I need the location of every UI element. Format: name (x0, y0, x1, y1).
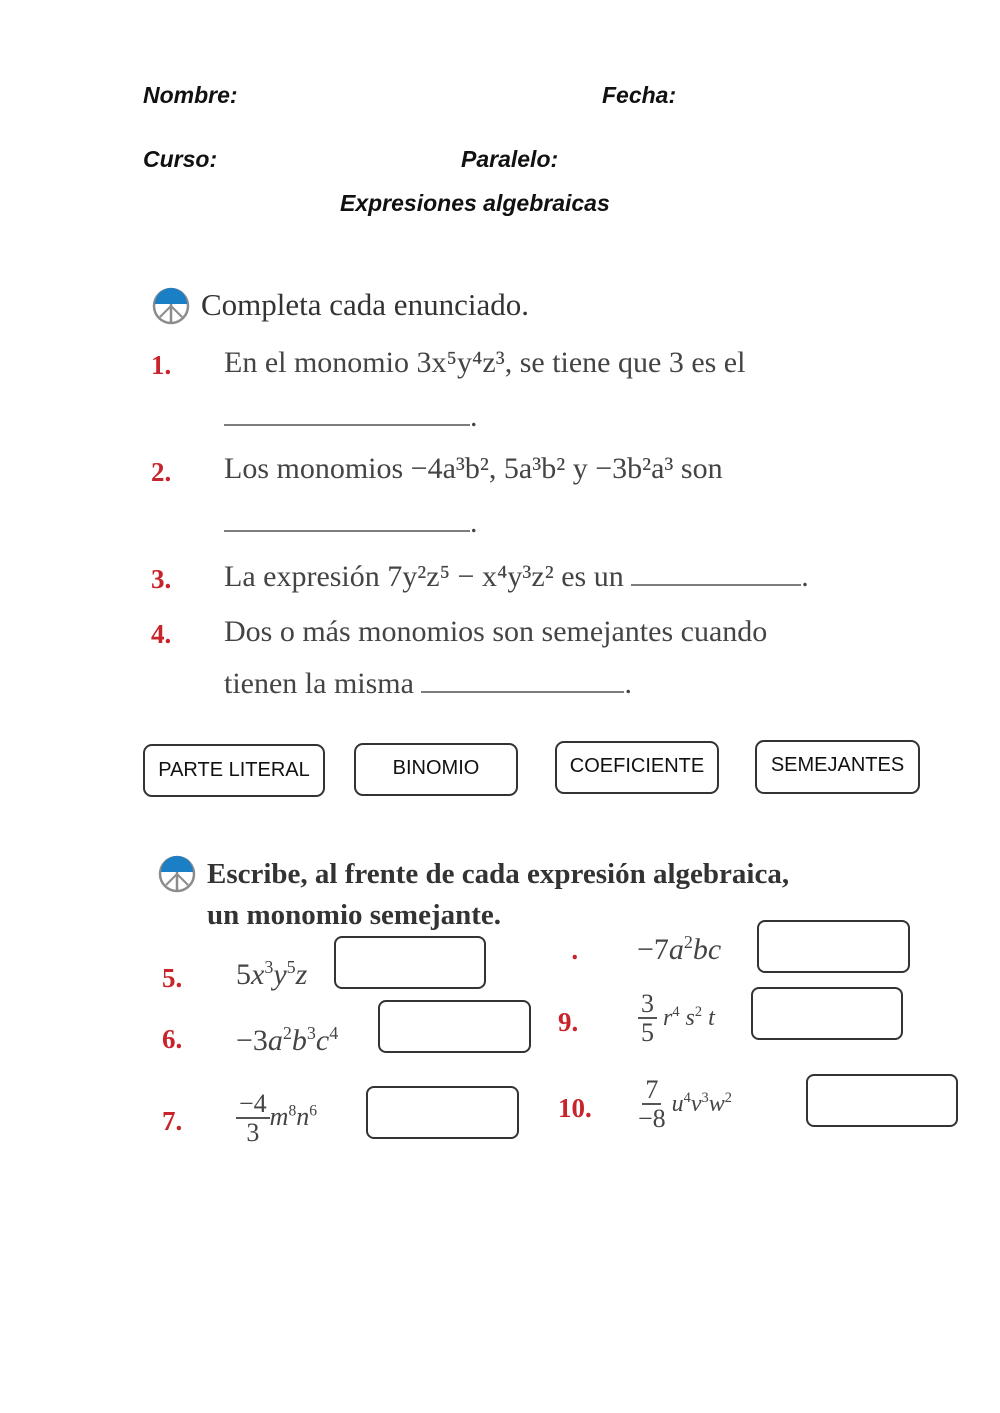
item-number: . (566, 935, 579, 965)
expression-8: $-7a^2bc$ (637, 932, 722, 966)
statement-2: Los monomios −4a³b², 5a³b² y −3b²a³ son (224, 452, 723, 485)
section2-title-line1: Escribe, al frente de cada expresión algebraica, (207, 858, 790, 890)
answer-box-6[interactable] (378, 1000, 531, 1053)
section1-title: Completa cada enunciado. (201, 287, 529, 322)
item-number: 9. (558, 1007, 579, 1037)
word-binomio[interactable]: BINOMIO (354, 743, 518, 796)
answer-blank[interactable] (421, 667, 624, 693)
statement-1: En el monomio 3x⁵y⁴z³, se tiene que 3 es el (224, 346, 746, 379)
item-number: 3. (151, 564, 172, 594)
answer-box-9[interactable] (751, 987, 903, 1040)
section2-title-line2: un monomio semejante. (207, 899, 502, 931)
word-semejantes[interactable]: SEMEJANTES (755, 740, 920, 794)
nombre-label: Nombre: (143, 82, 238, 108)
section-icon (157, 854, 197, 894)
statement-2-blank-line: . (224, 506, 478, 540)
expression-6: $-3a^2b^3c^4$ (236, 1023, 339, 1057)
item-number: 2. (151, 457, 172, 487)
section-icon (151, 286, 191, 326)
item-number: 7. (162, 1106, 183, 1136)
word-parte-literal[interactable]: PARTE LITERAL (143, 744, 325, 797)
paralelo-label: Paralelo: (461, 146, 559, 172)
expression-7: $\frac{-4}{3}$ $m^8n^6$ (236, 1090, 317, 1147)
item-number: 10. (558, 1093, 592, 1123)
answer-blank[interactable] (631, 560, 801, 586)
answer-blank[interactable] (224, 506, 470, 532)
word-coeficiente[interactable]: COEFICIENTE (555, 741, 719, 794)
curso-label: Curso: (143, 146, 218, 172)
answer-blank[interactable] (224, 400, 470, 426)
statement-4: Dos o más monomios son semejantes cuando (224, 615, 768, 648)
item-number: 5. (162, 963, 183, 993)
answer-box-5[interactable] (334, 936, 486, 989)
expression-10: $\frac{7}{-8}$ $u^4v^3w^2$ (638, 1075, 732, 1134)
item-number: 6. (162, 1024, 183, 1054)
fecha-label: Fecha: (602, 82, 677, 108)
statement-4-line2: tienen la misma . (224, 667, 632, 700)
statement-3: La expresión 7y²z⁵ − x⁴y³z² es un . (224, 560, 809, 593)
item-number: 1. (151, 350, 172, 380)
answer-box-10[interactable] (806, 1074, 958, 1127)
item-number: 4. (151, 619, 172, 649)
expression-9: $\frac{3}{5}$ $r^4$ $s^2$ t (638, 990, 715, 1047)
page-title: Expresiones algebraicas (340, 190, 610, 216)
answer-box-8[interactable] (757, 920, 910, 973)
expression-5: $5x^3y^5z$ (236, 957, 308, 991)
answer-box-7[interactable] (366, 1086, 519, 1139)
statement-1-blank-line: . (224, 400, 478, 434)
